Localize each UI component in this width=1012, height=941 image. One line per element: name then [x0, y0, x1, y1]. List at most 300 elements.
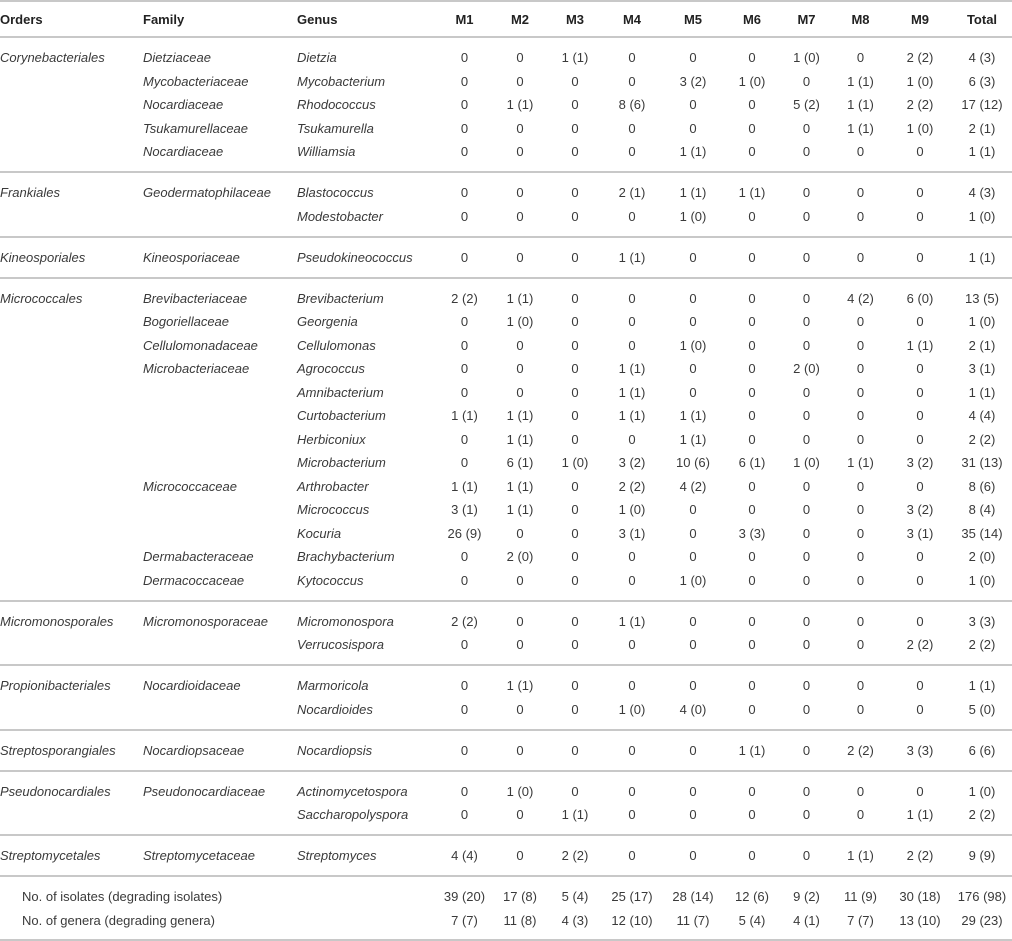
order-group	[0, 38, 1012, 173]
count-cell: 1 (1)	[968, 384, 996, 400]
column-header: M7	[797, 11, 816, 27]
count-cell: 35 (14)	[961, 525, 1003, 541]
count-cell: 5 (2)	[793, 97, 820, 113]
count-cell: 0	[460, 549, 469, 565]
order-cell: Propionibacteriales	[0, 678, 111, 694]
column-header: M1	[455, 11, 474, 27]
count-cell: 0	[571, 502, 579, 518]
count-cell: 0	[748, 502, 756, 518]
count-cell: 0	[460, 783, 469, 799]
count-cell: 1 (1)	[506, 97, 534, 113]
count-cell: 0	[571, 613, 579, 629]
count-cell: 0	[516, 361, 524, 377]
family-cell: Dermacoccaceae	[143, 572, 245, 588]
count-cell: 2 (2)	[906, 848, 934, 864]
summary-value: 7 (7)	[847, 912, 874, 928]
count-cell: 6 (1)	[506, 455, 534, 471]
order-group	[0, 731, 1012, 772]
summary-value: 4 (3)	[561, 912, 589, 928]
count-cell: 0	[802, 249, 811, 265]
genus-cell: Micrococcus	[297, 502, 370, 518]
summary-value: 12 (10)	[611, 912, 653, 928]
count-cell: 0	[916, 431, 924, 447]
count-cell: 1 (1)	[618, 408, 646, 424]
summary-value: 7 (7)	[451, 912, 478, 928]
summary-value: 17 (8)	[503, 889, 537, 905]
count-cell: 0	[916, 613, 924, 629]
count-cell: 0	[748, 572, 756, 588]
family-cell: Mycobacteriaceae	[143, 73, 249, 89]
count-cell: 0	[856, 637, 865, 653]
count-cell: 0	[628, 848, 636, 864]
count-cell: 3 (3)	[968, 613, 996, 629]
count-cell: 0	[748, 361, 756, 377]
family-cell: Nocardiaceae	[143, 97, 224, 113]
count-cell: 0	[689, 50, 697, 66]
count-cell: 0	[571, 637, 579, 653]
count-cell: 2 (2)	[451, 613, 478, 629]
count-cell: 0	[856, 701, 865, 717]
table-row	[0, 803, 1012, 827]
count-cell: 0	[628, 678, 636, 694]
count-cell: 0	[748, 384, 756, 400]
column-header: Family	[143, 11, 185, 27]
count-cell: 2 (2)	[968, 637, 996, 653]
count-cell: 0	[916, 408, 924, 424]
count-cell: 0	[516, 572, 524, 588]
genus-cell: Micromonospora	[297, 613, 394, 629]
count-cell: 0	[689, 549, 697, 565]
count-cell: 17 (12)	[961, 97, 1003, 113]
count-cell: 0	[802, 314, 811, 330]
count-cell: 0	[802, 502, 811, 518]
count-cell: 0	[856, 478, 865, 494]
count-cell: 0	[748, 314, 756, 330]
count-cell: 0	[689, 97, 697, 113]
count-cell: 0	[571, 525, 579, 541]
count-cell: 0	[460, 50, 469, 66]
count-cell: 0	[571, 120, 579, 136]
count-cell: 0	[916, 361, 924, 377]
count-cell: 1 (0)	[906, 73, 934, 89]
table-row	[0, 610, 1012, 634]
count-cell: 4 (4)	[968, 408, 996, 424]
count-cell: 0	[571, 478, 579, 494]
count-cell: 1 (1)	[968, 678, 996, 694]
count-cell: 1 (0)	[968, 314, 996, 330]
count-cell: 0	[802, 637, 811, 653]
count-cell: 0	[689, 848, 697, 864]
count-cell: 0	[802, 549, 811, 565]
count-cell: 1 (0)	[968, 208, 996, 224]
table-row	[0, 475, 1012, 499]
count-cell: 0	[802, 848, 811, 864]
count-cell: 0	[856, 249, 865, 265]
count-cell: 0	[748, 478, 756, 494]
count-cell: 1 (1)	[679, 185, 707, 201]
summary-value: 11 (7)	[676, 912, 710, 928]
count-cell: 0	[802, 478, 811, 494]
count-cell: 0	[916, 478, 924, 494]
count-cell: 0	[571, 314, 579, 330]
count-cell: 6 (1)	[738, 455, 766, 471]
count-cell: 2 (2)	[968, 431, 996, 447]
count-cell: 0	[916, 144, 924, 160]
count-cell: 0	[516, 185, 524, 201]
count-cell: 0	[748, 120, 756, 136]
count-cell: 0	[516, 807, 524, 823]
table-row	[0, 246, 1012, 270]
count-cell: 1 (1)	[679, 431, 707, 447]
count-cell: 0	[571, 249, 579, 265]
count-cell: 2 (2)	[451, 290, 478, 306]
count-cell: 0	[689, 502, 697, 518]
count-cell: 1 (1)	[906, 807, 934, 823]
summary-value: 13 (10)	[899, 912, 941, 928]
summary-section	[0, 877, 1012, 941]
count-cell: 1 (0)	[793, 50, 820, 66]
table-row	[0, 357, 1012, 381]
order-cell: Streptomycetales	[0, 848, 101, 864]
family-cell: Pseudonocardiaceae	[143, 783, 266, 799]
table-row	[0, 70, 1012, 94]
genus-cell: Streptomyces	[297, 848, 377, 864]
count-cell: 2 (2)	[906, 637, 934, 653]
genus-cell: Actinomycetospora	[297, 783, 408, 799]
table-row	[0, 181, 1012, 205]
genus-cell: Georgenia	[297, 314, 358, 330]
family-cell: Nocardiopsaceae	[143, 742, 245, 758]
genus-cell: Modestobacter	[297, 208, 383, 224]
family-cell: Bogoriellaceae	[143, 314, 230, 330]
count-cell: 0	[748, 97, 756, 113]
count-cell: 1 (1)	[506, 431, 534, 447]
genus-cell: Herbiconiux	[297, 431, 366, 447]
count-cell: 1 (1)	[738, 185, 766, 201]
summary-value: 5 (4)	[738, 912, 766, 928]
count-cell: 0	[748, 807, 756, 823]
table-row	[0, 428, 1012, 452]
count-cell: 0	[628, 431, 636, 447]
count-cell: 3 (1)	[451, 502, 478, 518]
count-cell: 3 (1)	[968, 361, 996, 377]
count-cell: 31 (13)	[961, 455, 1003, 471]
count-cell: 0	[748, 337, 756, 353]
count-cell: 1 (1)	[906, 337, 934, 353]
column-header: Genus	[297, 11, 338, 27]
count-cell: 0	[856, 783, 865, 799]
count-cell: 3 (2)	[618, 455, 646, 471]
summary-row	[0, 909, 1012, 933]
count-cell: 2 (2)	[906, 97, 934, 113]
count-cell: 0	[571, 361, 579, 377]
count-cell: 6 (3)	[968, 73, 996, 89]
count-cell: 26 (9)	[447, 525, 482, 541]
count-cell: 0	[516, 50, 524, 66]
count-cell: 0	[571, 337, 579, 353]
count-cell: 1 (0)	[618, 502, 646, 518]
count-cell: 0	[748, 549, 756, 565]
count-cell: 2 (2)	[906, 50, 934, 66]
column-header: Total	[966, 11, 998, 27]
summary-value: 11 (9)	[844, 889, 877, 905]
count-cell: 0	[916, 783, 924, 799]
count-cell: 1 (1)	[618, 613, 646, 629]
count-cell: 0	[689, 613, 697, 629]
count-cell: 2 (2)	[968, 807, 996, 823]
count-cell: 0	[856, 678, 865, 694]
count-cell: 0	[802, 431, 811, 447]
count-cell: 0	[571, 185, 579, 201]
count-cell: 6 (0)	[906, 290, 934, 306]
table-row	[0, 140, 1012, 164]
table-header	[0, 2, 1012, 38]
table-row	[0, 780, 1012, 804]
count-cell: 0	[916, 701, 924, 717]
genus-cell: Dietzia	[297, 50, 337, 66]
count-cell: 0	[689, 314, 697, 330]
genus-cell: Saccharopolyspora	[297, 807, 409, 823]
count-cell: 0	[689, 249, 697, 265]
count-cell: 0	[689, 525, 697, 541]
count-cell: 1 (1)	[506, 408, 534, 424]
count-cell: 0	[460, 678, 469, 694]
genus-cell: Amnibacterium	[297, 384, 384, 400]
count-cell: 0	[460, 208, 469, 224]
table-row	[0, 739, 1012, 763]
count-cell: 1 (1)	[847, 97, 874, 113]
count-cell: 0	[628, 549, 636, 565]
column-header: M3	[565, 11, 585, 27]
count-cell: 0	[748, 431, 756, 447]
count-cell: 0	[571, 678, 579, 694]
genus-cell: Cellulomonas	[297, 337, 376, 353]
genus-cell: Kytococcus	[297, 572, 364, 588]
genus-cell: Rhodococcus	[297, 97, 376, 113]
count-cell: 0	[689, 361, 697, 377]
column-header: M5	[683, 11, 703, 27]
count-cell: 1 (1)	[968, 249, 996, 265]
count-cell: 0	[460, 637, 469, 653]
count-cell: 1 (0)	[968, 783, 996, 799]
summary-value: 11 (8)	[503, 912, 537, 928]
count-cell: 1 (0)	[968, 572, 996, 588]
column-header: M4	[622, 11, 642, 27]
count-cell: 0	[748, 613, 756, 629]
count-cell: 0	[748, 408, 756, 424]
count-cell: 0	[856, 549, 865, 565]
table-row	[0, 844, 1012, 868]
count-cell: 0	[689, 678, 697, 694]
count-cell: 0	[460, 455, 469, 471]
table-row	[0, 117, 1012, 141]
count-cell: 0	[628, 807, 636, 823]
count-cell: 8 (6)	[618, 97, 646, 113]
count-cell: 0	[571, 208, 579, 224]
table-row	[0, 287, 1012, 311]
count-cell: 0	[856, 144, 865, 160]
family-cell: Nocardiaceae	[143, 144, 224, 160]
count-cell: 6 (6)	[968, 742, 996, 758]
count-cell: 2 (1)	[618, 185, 646, 201]
family-cell: Streptomycetaceae	[143, 848, 256, 864]
genus-cell: Blastococcus	[297, 185, 374, 201]
count-cell: 5 (0)	[968, 701, 996, 717]
count-cell: 0	[802, 525, 811, 541]
summary-value: 30 (18)	[899, 889, 941, 905]
summary-label: No. of genera (degrading genera)	[22, 912, 215, 928]
count-cell: 0	[571, 408, 579, 424]
family-cell: Dietziaceae	[143, 50, 211, 66]
count-cell: 0	[460, 742, 469, 758]
count-cell: 3 (3)	[738, 525, 766, 541]
count-cell: 1 (0)	[793, 455, 820, 471]
count-cell: 1 (1)	[618, 249, 646, 265]
family-cell: Geodermatophilaceae	[143, 185, 271, 201]
count-cell: 4 (3)	[968, 185, 996, 201]
count-cell: 0	[571, 572, 579, 588]
count-cell: 0	[748, 249, 756, 265]
count-cell: 0	[802, 613, 811, 629]
table-row	[0, 205, 1012, 229]
count-cell: 1 (1)	[451, 478, 478, 494]
count-cell: 0	[748, 783, 756, 799]
family-cell: Brevibacteriaceae	[143, 290, 248, 306]
count-cell: 0	[460, 701, 469, 717]
count-cell: 0	[571, 384, 579, 400]
count-cell: 0	[571, 97, 579, 113]
count-cell: 2 (1)	[968, 337, 996, 353]
count-cell: 1 (0)	[561, 455, 589, 471]
count-cell: 0	[628, 783, 636, 799]
count-cell: 1 (1)	[506, 678, 534, 694]
count-cell: 0	[916, 185, 924, 201]
count-cell: 0	[516, 384, 524, 400]
count-cell: 0	[460, 384, 469, 400]
table-row	[0, 569, 1012, 593]
count-cell: 0	[802, 742, 811, 758]
count-cell: 2 (2)	[561, 848, 589, 864]
count-cell: 4 (2)	[847, 290, 874, 306]
count-cell: 1 (0)	[618, 701, 646, 717]
count-cell: 0	[689, 807, 697, 823]
count-cell: 0	[916, 549, 924, 565]
family-cell: Microbacteriaceae	[143, 361, 250, 377]
count-cell: 1 (1)	[618, 384, 646, 400]
count-cell: 0	[916, 208, 924, 224]
count-cell: 2 (2)	[618, 478, 646, 494]
count-cell: 0	[802, 783, 811, 799]
table-row	[0, 334, 1012, 358]
column-header: M8	[851, 11, 870, 27]
count-cell: 0	[689, 384, 697, 400]
table-row	[0, 310, 1012, 334]
genus-cell: Mycobacterium	[297, 73, 386, 89]
count-cell: 1 (1)	[506, 290, 534, 306]
count-cell: 2 (0)	[793, 361, 820, 377]
column-header: M9	[910, 11, 930, 27]
count-cell: 0	[628, 337, 636, 353]
order-cell: Micrococcales	[0, 290, 83, 306]
family-cell: Dermabacteraceae	[143, 549, 254, 565]
summary-label: No. of isolates (degrading isolates)	[22, 889, 223, 905]
count-cell: 1 (1)	[847, 455, 874, 471]
count-cell: 0	[802, 73, 811, 89]
count-cell: 0	[460, 144, 469, 160]
count-cell: 1 (1)	[679, 408, 707, 424]
count-cell: 1 (0)	[906, 120, 934, 136]
count-cell: 3 (1)	[906, 525, 934, 541]
count-cell: 0	[916, 249, 924, 265]
genus-cell: Nocardiopsis	[297, 742, 373, 758]
count-cell: 0	[856, 502, 865, 518]
genus-cell: Curtobacterium	[297, 408, 386, 424]
count-cell: 2 (0)	[968, 549, 996, 565]
count-cell: 0	[628, 50, 636, 66]
count-cell: 0	[856, 50, 865, 66]
count-cell: 3 (2)	[679, 73, 707, 89]
table-row	[0, 698, 1012, 722]
summary-value: 5 (4)	[561, 889, 589, 905]
count-cell: 1 (1)	[968, 144, 996, 160]
count-cell: 0	[460, 572, 469, 588]
genus-cell: Verrucosispora	[297, 637, 384, 653]
count-cell: 0	[916, 384, 924, 400]
order-cell: Streptosporangiales	[0, 742, 116, 758]
count-cell: 0	[916, 572, 924, 588]
count-cell: 0	[571, 431, 579, 447]
summary-value: 28 (14)	[672, 889, 714, 905]
count-cell: 0	[802, 290, 811, 306]
count-cell: 0	[802, 701, 811, 717]
genus-cell: Williamsia	[297, 144, 356, 160]
column-header: M6	[742, 11, 762, 27]
genus-cell: Microbacterium	[297, 455, 386, 471]
order-group	[0, 666, 1012, 731]
order-group	[0, 836, 1012, 877]
count-cell: 0	[460, 337, 469, 353]
count-cell: 0	[628, 742, 636, 758]
count-cell: 0	[628, 120, 636, 136]
count-cell: 0	[571, 290, 579, 306]
count-cell: 1 (1)	[847, 73, 874, 89]
count-cell: 0	[571, 701, 579, 717]
count-cell: 0	[856, 572, 865, 588]
count-cell: 0	[516, 637, 524, 653]
genus-cell: Pseudokineococcus	[297, 249, 413, 265]
count-cell: 1 (1)	[618, 361, 646, 377]
count-cell: 1 (1)	[847, 848, 874, 864]
count-cell: 0	[628, 144, 636, 160]
count-cell: 1 (1)	[561, 50, 589, 66]
count-cell: 0	[516, 525, 524, 541]
count-cell: 1 (0)	[506, 314, 534, 330]
count-cell: 1 (0)	[679, 572, 707, 588]
count-cell: 0	[856, 361, 865, 377]
summary-value: 4 (1)	[793, 912, 820, 928]
genus-cell: Brachybacterium	[297, 549, 395, 565]
table-row	[0, 674, 1012, 698]
order-group	[0, 279, 1012, 602]
count-cell: 2 (1)	[968, 120, 996, 136]
count-cell: 1 (0)	[738, 73, 766, 89]
count-cell: 4 (2)	[679, 478, 707, 494]
count-cell: 0	[802, 807, 811, 823]
count-cell: 0	[460, 431, 469, 447]
summary-value: 29 (23)	[961, 912, 1003, 928]
count-cell: 0	[916, 314, 924, 330]
count-cell: 0	[802, 384, 811, 400]
